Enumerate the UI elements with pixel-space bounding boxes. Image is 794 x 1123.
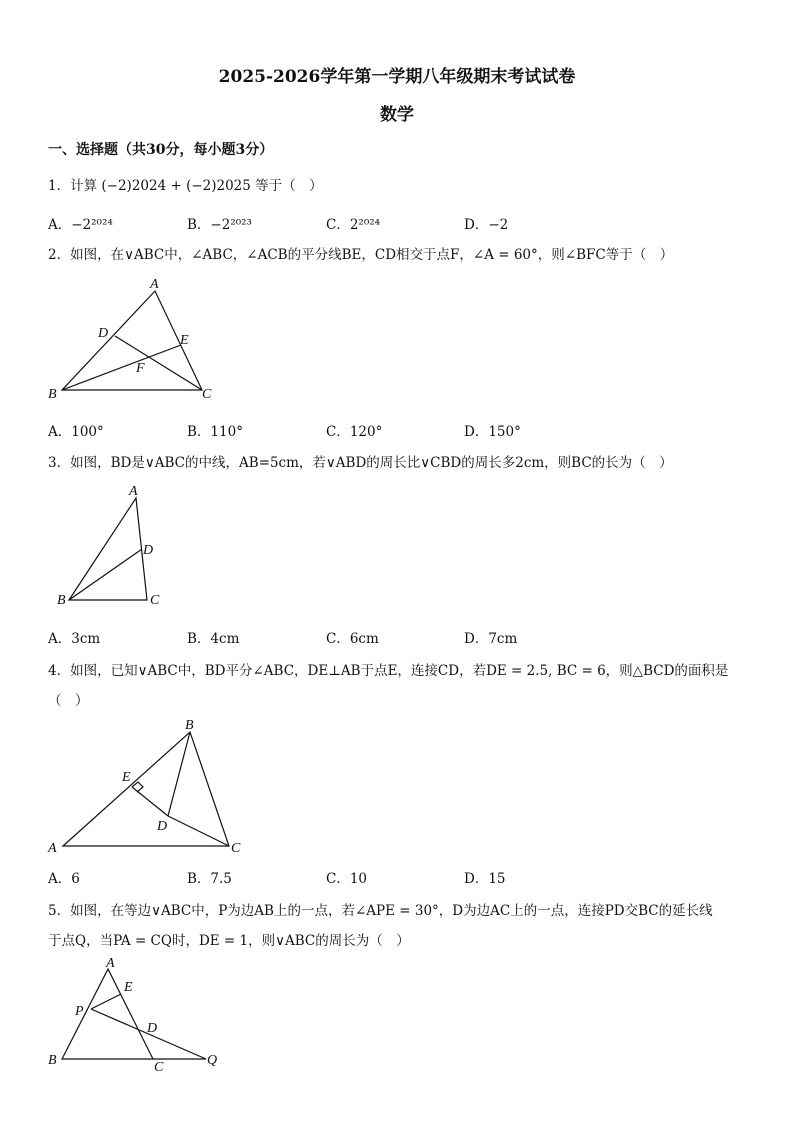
- question-5-stem-line2: 于点Q，当PA = CQ时，DE = 1，则∨ABC的周长为（ ）: [48, 933, 410, 949]
- q2-triangle-figure: [40, 274, 230, 404]
- q2-option-d: D．150°: [464, 424, 521, 440]
- q2-option-a: A．100°: [48, 424, 104, 440]
- q2-label-a: A: [150, 277, 159, 292]
- q4-label-c: C: [231, 841, 241, 856]
- q3-option-a: A．3cm: [48, 631, 101, 647]
- q5-label-a: A: [106, 956, 115, 971]
- q4-bisector-bd: [168, 732, 190, 816]
- question-3-stem: 3．如图，BD是∨ABC的中线，AB=5cm，若∨ABD的周长比∨CBD的周长多2cm，则BC的长为（ ）: [48, 455, 673, 471]
- subject-title: 数学: [380, 105, 414, 125]
- question-4-stem-line2: （ ）: [48, 693, 89, 709]
- question-1-stem: 1．计算 (−2)2024 + (−2)2025 等于（ ）: [48, 178, 323, 194]
- q5-label-q: Q: [207, 1053, 218, 1068]
- q4-option-b: B．7.5: [187, 871, 232, 887]
- q2-option-c: C．120°: [326, 424, 383, 440]
- question-5-stem-line1: 5．如图，在等边∨ABC中，P为边AB上的一点，若∠APE = 30°，D为边AC上的一点，连接PD交BC的延长线: [48, 903, 713, 919]
- q4-label-d: D: [157, 819, 168, 834]
- q5-triangle-figure: [40, 953, 240, 1077]
- q5-label-e: E: [124, 980, 133, 995]
- q4-option-d: D．15: [464, 871, 506, 887]
- q3-option-d: D．7cm: [464, 631, 518, 647]
- q2-label-c: C: [202, 387, 212, 402]
- question-4-stem-line1: 4．如图，已知∨ABC中，BD平分∠ABC，DE⊥AB于点E，连接CD，若DE = 2.5, BC = 6，则△BCD的面积是: [48, 663, 729, 679]
- q5-label-b: B: [48, 1053, 57, 1068]
- q1-option-c: C．2²⁰²⁴: [326, 217, 381, 233]
- q3-label-a: A: [129, 484, 138, 499]
- q3-median-bd: [69, 549, 142, 600]
- q1-option-d: D．−2: [464, 217, 509, 233]
- q4-label-b: B: [185, 718, 194, 733]
- q4-triangle-figure: [40, 712, 260, 857]
- q3-option-b: B．4cm: [187, 631, 240, 647]
- q4-option-a: A．6: [48, 871, 80, 887]
- q2-label-f: F: [136, 361, 145, 376]
- q3-label-d: D: [143, 543, 154, 558]
- q3-triangle-abc: [69, 498, 147, 600]
- q4-label-a: A: [48, 841, 57, 856]
- q4-label-e: E: [122, 770, 131, 785]
- q3-label-c: C: [150, 593, 160, 608]
- q4-right-angle-mark: [132, 782, 143, 792]
- q1-option-a: A．−2²⁰²⁴: [48, 217, 113, 233]
- q2-label-d: D: [98, 326, 109, 341]
- exam-title: 2025-2026学年第一学期八年级期末考试试卷: [218, 67, 576, 87]
- q1-option-b: B．−2²⁰²³: [187, 217, 252, 233]
- q2-bisector-be: [62, 345, 181, 390]
- q5-segment-pe: [91, 994, 121, 1009]
- q5-label-p: P: [75, 1004, 84, 1019]
- question-2-stem: 2．如图，在∨ABC中，∠ABC，∠ACB的平分线BE，CD相交于点F，∠A = 60°，则∠BFC等于（ ）: [48, 247, 674, 263]
- q2-option-b: B．110°: [187, 424, 243, 440]
- q3-triangle-figure: [52, 482, 172, 610]
- q5-label-d: D: [147, 1021, 158, 1036]
- q3-label-b: B: [57, 593, 66, 608]
- q2-label-e: E: [180, 333, 189, 348]
- q5-label-c: C: [154, 1060, 164, 1075]
- q4-option-c: C．10: [326, 871, 368, 887]
- section-heading: 一、选择题（共30分，每小题3分）: [48, 142, 274, 158]
- q2-label-b: B: [48, 387, 57, 402]
- q4-triangle-abc: [63, 732, 229, 846]
- q3-option-c: C．6cm: [326, 631, 379, 647]
